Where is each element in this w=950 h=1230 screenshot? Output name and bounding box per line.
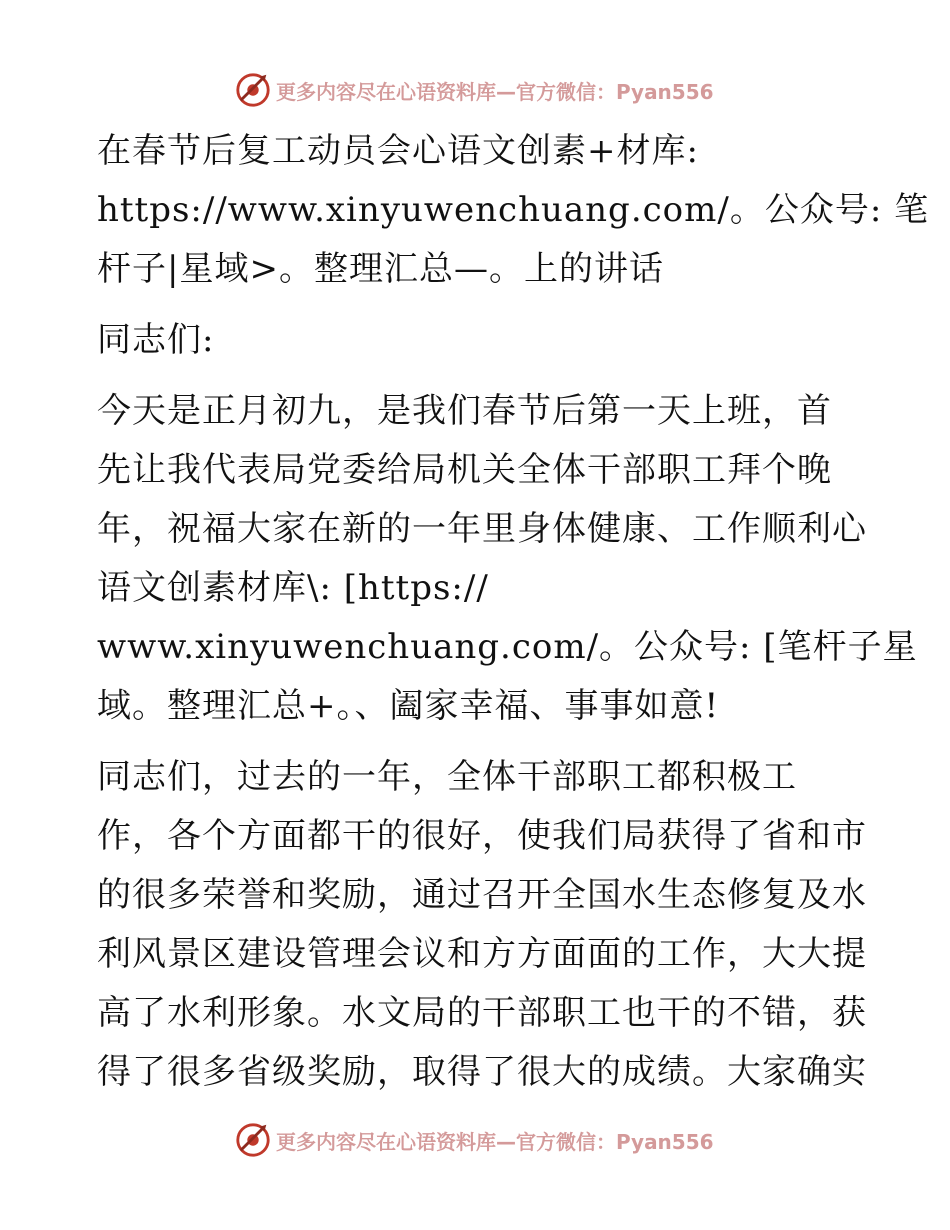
text-line: 今天是正月初九，是我们春节后第一天上班，首	[97, 391, 832, 431]
document-body	[97, 122, 930, 1114]
text-line: www.xinyuwenchuang.com/。公众号: [笔杆子星	[97, 627, 918, 667]
title-paragraph	[97, 122, 930, 299]
text-line: 的很多荣誉和奖励，通过召开全国水生态修复及水	[97, 875, 867, 915]
text-line: 高了水利形象。水文局的干部职工也干的不错，获	[97, 993, 867, 1033]
brand-logo-icon	[234, 1121, 272, 1159]
text-line: 利风景区建设管理会议和方方面面的工作，大大提	[97, 934, 867, 974]
header-banner-text: 更多内容尽在心语资料库—官方微信：Pyan556	[276, 79, 714, 104]
text-line: 先让我代表局党委给局机关全体干部职工拜个晚	[97, 450, 832, 490]
footer-watermark-banner	[234, 1120, 714, 1160]
salutation-paragraph	[97, 311, 857, 370]
brand-logo-icon	[234, 71, 272, 109]
text-line: 语文创素材库\: [https://	[97, 568, 489, 608]
text-line: 得了很多省级奖励，取得了很大的成绩。大家确实	[97, 1052, 867, 1092]
footer-banner-text: 更多内容尽在心语资料库—官方微信：Pyan556	[276, 1129, 714, 1154]
greeting-paragraph	[97, 382, 918, 736]
review-paragraph	[97, 748, 867, 1102]
text-line: 杆子|星域>。整理汇总—。上的讲话	[97, 249, 664, 289]
header-watermark-banner	[234, 70, 714, 110]
text-line: 同志们，过去的一年，全体干部职工都积极工	[97, 757, 797, 797]
text-line: 在春节后复工动员会心语文创素+材库:	[97, 131, 699, 171]
text-line: 年，祝福大家在新的一年里身体健康、工作顺利心	[97, 509, 867, 549]
text-line: 同志们:	[97, 320, 215, 360]
text-line: 作，各个方面都干的很好，使我们局获得了省和市	[97, 816, 867, 856]
text-line: 域。整理汇总+。、阖家幸福、事事如意!	[97, 686, 720, 726]
text-line: https://www.xinyuwenchuang.com/。公众号: 笔	[97, 190, 930, 230]
